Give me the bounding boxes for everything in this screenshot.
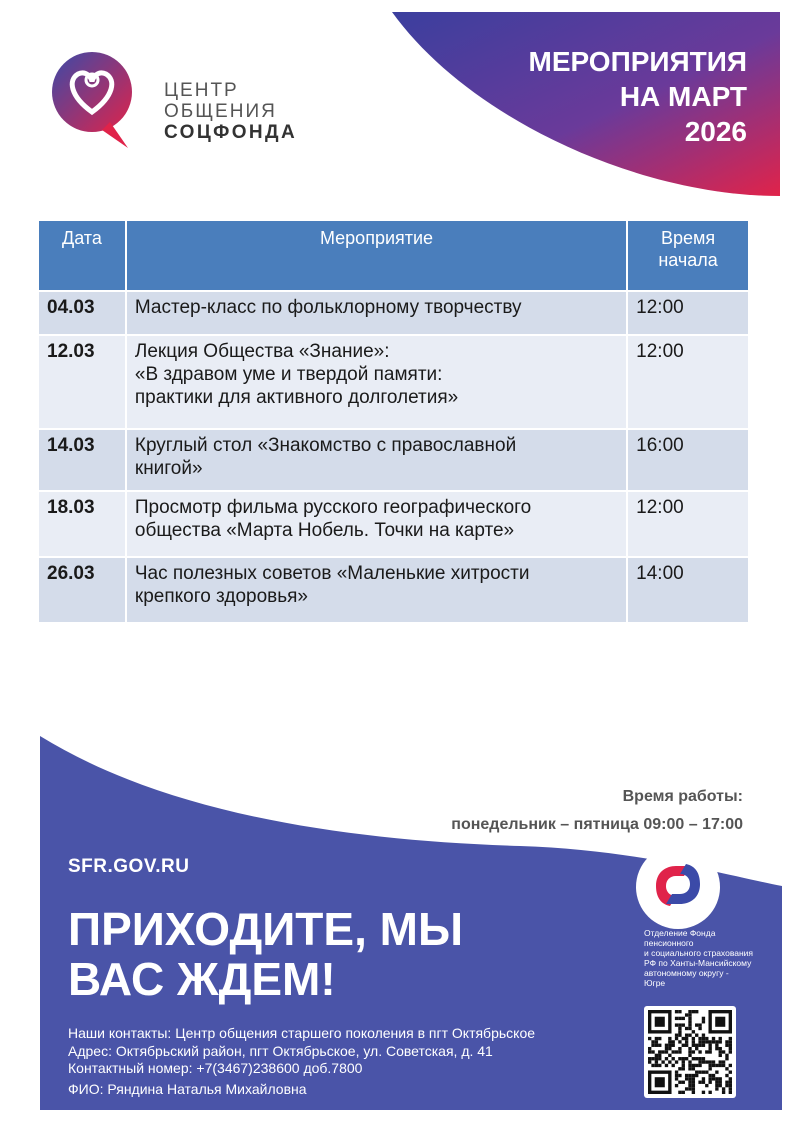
slogan-line2: ВАС ЖДЕМ!: [68, 953, 336, 1005]
event-title-line: практики для активного долголетия»: [134, 387, 459, 408]
sfr-logo-icon: [646, 856, 710, 914]
event-date: 26.03: [38, 557, 126, 623]
table-row: [38, 491, 749, 557]
department-name: [644, 928, 772, 988]
event-title-line: общества «Марта Нобель. Точки на карте»: [134, 520, 515, 541]
title-line2: НА МАРТ: [619, 81, 747, 112]
contact-person-line: ФИО: Ряндина Наталья Михайловна: [68, 1080, 307, 1097]
table-row: [38, 429, 749, 491]
event-title-line: книгой»: [134, 458, 203, 479]
department-line: Югре: [644, 978, 666, 988]
logo-line3: СОЦФОНДА: [164, 122, 298, 143]
slogan-line1: ПРИХОДИТЕ, МЫ: [68, 903, 463, 955]
event-time: 12:00: [627, 291, 749, 335]
column-header-event: Мероприятие: [126, 220, 627, 291]
heart-chat-logo-icon: [50, 50, 140, 150]
working-hours: [451, 783, 743, 839]
title-line1: МЕРОПРИЯТИЯ: [528, 46, 747, 77]
event-title-line: Час полезных советов «Маленькие хитрости: [134, 563, 530, 584]
department-line: автономному округу -: [644, 968, 729, 978]
event-time: 14:00: [627, 557, 749, 623]
event-date: 04.03: [38, 291, 126, 335]
department-line: Отделение Фонда: [644, 928, 716, 938]
event-title-line: Круглый стол «Знакомство с православной: [134, 435, 517, 456]
event-title-line: Мастер-класс по фольклорному творчеству: [134, 297, 522, 318]
event-date: 14.03: [38, 429, 126, 491]
logo-wordmark: [164, 80, 297, 143]
department-line: РФ по Ханты-Мансийскому: [644, 958, 752, 968]
table-row: [38, 335, 749, 429]
address-line: Адрес: Октябрьский район, пгт Октябрьское, ул. Советская, д. 41: [68, 1042, 493, 1059]
table-row: [38, 291, 749, 335]
event-title-line: крепкого здоровья»: [134, 586, 308, 607]
events-table: [37, 219, 750, 624]
event-title-line: Лекция Общества «Знание»:: [134, 341, 390, 362]
qr-code-icon: [648, 1010, 732, 1094]
title-line3: 2026: [684, 116, 747, 147]
contacts-line: Наши контакты: Центр общения старшего поколения в пгт Октябрьское: [68, 1025, 536, 1041]
working-hours-value: понедельник – пятница 09:00 – 17:00: [451, 816, 743, 833]
event-title-line: Просмотр фильма русского географического: [134, 497, 532, 518]
logo-line1: ЦЕНТР: [164, 80, 239, 101]
event-title: [126, 557, 627, 623]
qr-code[interactable]: [644, 1006, 736, 1098]
event-time: 12:00: [627, 491, 749, 557]
slogan: [68, 904, 463, 1004]
table-row: [38, 557, 749, 623]
event-title: [126, 491, 627, 557]
event-title: [126, 291, 627, 335]
column-header-date: Дата: [38, 220, 126, 291]
page-title: [529, 44, 748, 149]
column-header-time: [627, 220, 749, 291]
event-date: 12.03: [38, 335, 126, 429]
event-title: [126, 429, 627, 491]
column-header-time-label: Время начала: [658, 228, 718, 270]
event-title: [126, 335, 627, 429]
website-link[interactable]: SFR.GOV.RU: [68, 856, 190, 877]
logo-line2: ОБЩЕНИЯ: [164, 101, 277, 122]
event-time: 16:00: [627, 429, 749, 491]
department-line: и социального страхования: [644, 948, 754, 958]
event-time: 12:00: [627, 335, 749, 429]
phone-line: Контактный номер: +7(3467)238600 доб.7800: [68, 1060, 363, 1076]
table-header-row: [38, 220, 749, 291]
event-date: 18.03: [38, 491, 126, 557]
department-line: пенсионного: [644, 938, 694, 948]
contacts-block: [68, 1025, 535, 1098]
event-title-line: «В здравом уме и твердой памяти:: [134, 364, 443, 385]
working-hours-label: Время работы:: [622, 788, 743, 805]
